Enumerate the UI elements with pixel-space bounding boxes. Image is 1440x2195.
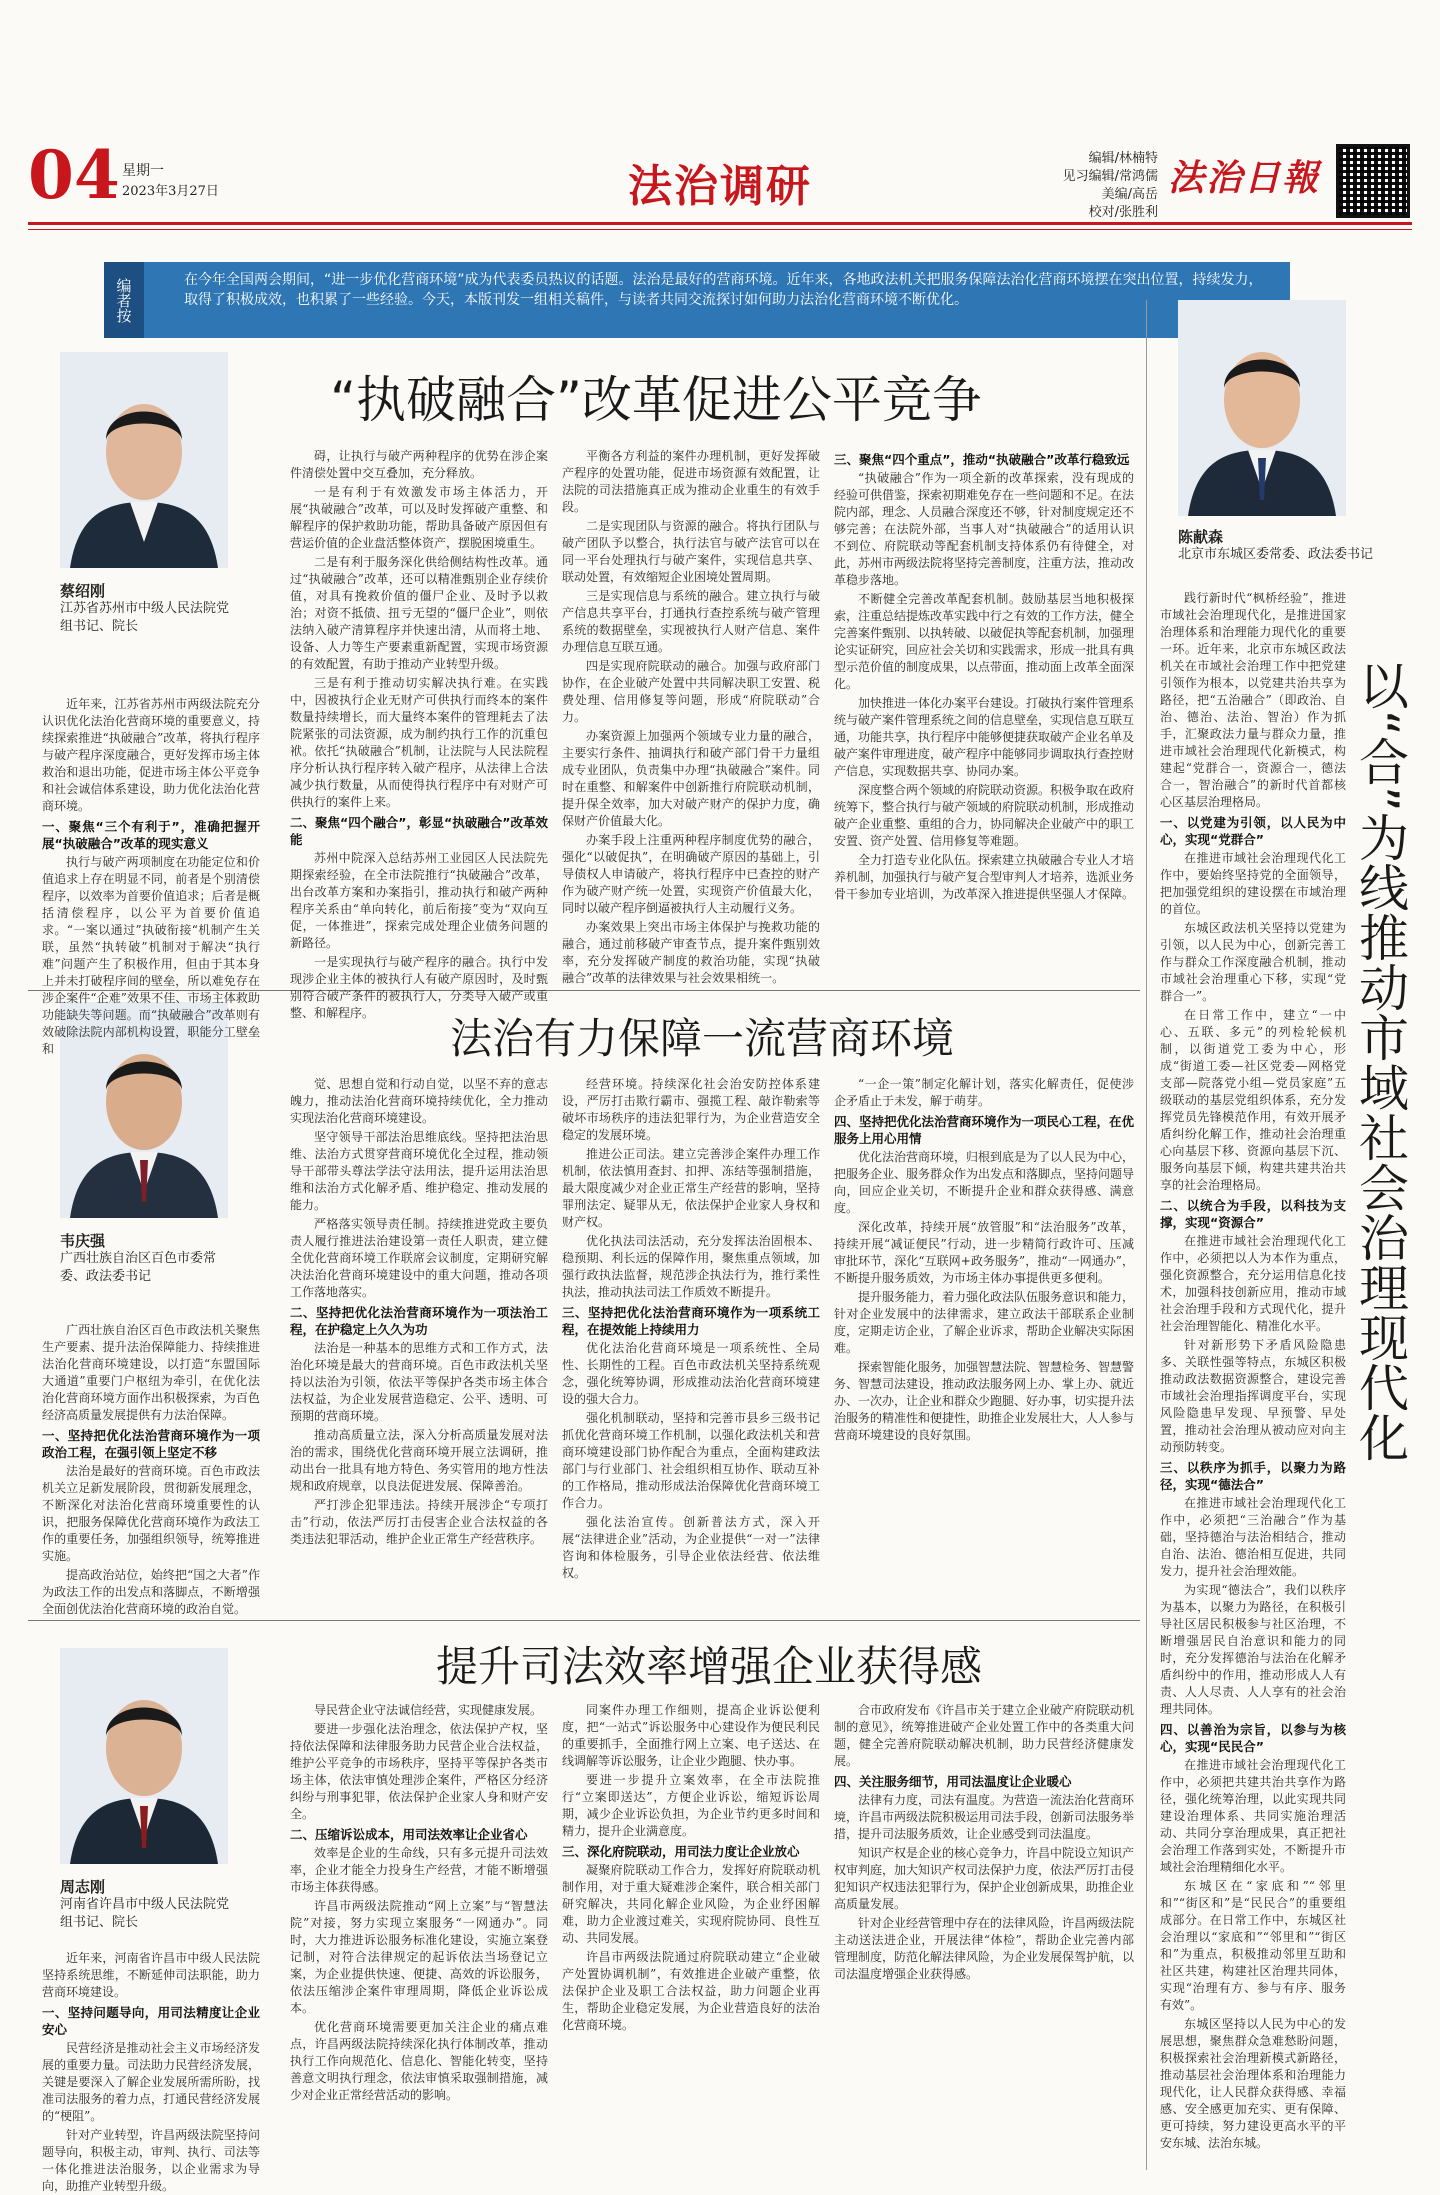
body-paragraph: 在推进市域社会治理现代化工作中，要始终坚持党的全面领导，把加强党组织的建设摆在市域治理的首位。 xyxy=(1160,851,1346,916)
author-caption-zhou xyxy=(60,1878,240,1932)
body-paragraph: 优化执法司法活动，充分发挥法治固根本、稳预期、利长远的保障作用，聚焦重点领域，加强行政执法监督，规范涉企执法行为，推行柔性执法，推动执法司法工作质效不断提升。 xyxy=(562,1234,820,1299)
section-title: 法治调研 xyxy=(628,161,812,212)
body-paragraph: 优化法治营商环境，归根到底是为了以人民为中心，把服务企业、服务群众作为出发点和落脚点，坚持问题导向，回应企业关切，不断提升企业和群众获得感、满意度。 xyxy=(834,1150,1135,1215)
body-paragraph: 近年来，江苏省苏州市两级法院充分认识优化法治化营商环境的重要意义，持续探索推进“执破融合”改革，将执行程序与破产程序深度融合，更好发挥市场主体救治和退出功能，促进市场主体公平竞争和社会诚信体系建设，助力优化法治化营商环境。 xyxy=(42,697,260,813)
body-paragraph: 法治是最好的营商环境。百色市政法机关立足新发展阶段，贯彻新发展理念，不断深化对法治化营商环境重要性的认识，把服务保障优化营商环境作为政法工作的重要任务，加强组织领导，统筹推进实施。 xyxy=(42,1464,260,1563)
article-3-column xyxy=(42,1950,260,2193)
body-paragraph: 许昌市两级法院通过府院联动建立“企业破产处置协调机制”，有效推进企业破产重整，依法保护企业及职工合法权益，助力问题企业再生，帮助企业稳定发展，为企业营造良好的法治化营商环境。 xyxy=(562,1950,820,2032)
body-paragraph: 觉、思想自觉和行动自觉，以坚不弃的意志魄力，推动法治化营商环境持续优化，全力推动实现法治化营商环境建设。 xyxy=(290,1077,548,1125)
author-title: 江苏省苏州市中级人民法院党组书记、院长 xyxy=(60,601,230,634)
section-subheading: 三、坚持把优化法治营商环境作为一项系统工程，在提效能上持续用力 xyxy=(562,1305,820,1337)
body-paragraph: 提升服务能力，着力强化政法队伍服务意识和能力，针对企业发展中的法律需求，建立政法干部联系企业制度，定期走访企业，了解企业诉求，帮助企业解决实际困难。 xyxy=(834,1290,1135,1355)
section-subheading: 四、坚持把优化法治营商环境作为一项民心工程，在优服务上用心用情 xyxy=(834,1114,1135,1146)
body-paragraph: 三是实现信息与系统的融合。建立执行与破产信息共享平台，打通执行查控系统与破产管理系统的数据壁垒，实现被执行人财产信息、案件办理信息互联互通。 xyxy=(562,589,820,654)
header-rule xyxy=(28,222,1412,225)
body-paragraph: 广西壮族自治区百色市政法机关聚焦生产要素、提升法治保障能力、持续推进法治化营商环境建设，以打造“东盟国际大通道”重要门户枢纽为牵引，在优化法治化营商环境方面作出积极探索，为百色经济高质量发展提供有力法治保障。 xyxy=(42,1323,260,1422)
body-paragraph: 针对产业转型，许昌两级法院坚持问题导向，积极主动，审判、执行、司法等一体化推进法治服务，以企业需求为导向，助推产业转型升级。 xyxy=(42,2128,260,2193)
body-paragraph: 深化改革，持续开展“放管服”和“法治服务”改革，持续开展“减证便民”行动，进一步精简行政许可、压减审批环节，深化“互联网+政务服务”，推动“一网通办”，不断提升服务质效，为市场主体办事提供更多便利。 xyxy=(834,1220,1134,1285)
article-1-headline: “执破融合”改革促进公平竞争 xyxy=(330,371,982,429)
article-4-column xyxy=(1160,590,1346,2170)
article-2-headline: 法治有力保障一流营商环境 xyxy=(449,1014,954,1063)
body-paragraph: 在推进市域社会治理现代化工作中，必须把共建共治共享作为路径，强化统筹治理，以此实现共同建设治理体系、共同实施治理活动、共同分享治理成果，真正把社会治理工作落到实处，不断提升市域社会治理精细化水平。 xyxy=(1160,1758,1346,1874)
author-name: 周志刚 xyxy=(60,1878,106,1896)
body-paragraph: 强化机制联动，坚持和完善市县乡三级书记抓优化营商环境工作机制，以强化政法机关和营商环境建设部门协作配合为重点，全面构建政法部门与行业部门、社会组织相互协作、联动互补的工作格局，推动形成法治保障优化营商环境工作合力。 xyxy=(562,1411,820,1510)
article-4-headline: 以“合”为线推动市域社会治理现代化 xyxy=(1351,660,1409,1462)
body-paragraph: 一是实现执行与破产程序的融合。执行中发现涉企业主体的被执行人有破产原因时，及时甄别符合破产条件的被执行人，分类导入破产或重整、和解程序。 xyxy=(290,955,548,1020)
section-subheading: 一、聚焦“三个有利于”，准确把握开展“执破融合”改革的现实意义 xyxy=(42,819,260,851)
body-paragraph: 在推进市域社会治理现代化工作中，必须把以人为本作为重点，强化资源整合，充分运用信息化技术，加强科技创新应用，推动市域社会治理手段和方式现代化，提升社会治理智能化、精准化水平。 xyxy=(1160,1234,1346,1333)
body-paragraph: 知识产权是企业的核心竞争力，许昌中院设立知识产权审判庭，加大知识产权司法保护力度，依法严厉打击侵犯知识产权违法犯罪行为，保护企业创新成果，助推企业高质量发展。 xyxy=(834,1846,1135,1911)
editor-line: 美编/高岳 xyxy=(1101,187,1158,202)
body-paragraph: 四是实现府院联动的融合。加强与政府部门协作，在企业破产处置中共同解决职工安置、税费处理、信用修复等问题，形成“府院联动”合力。 xyxy=(562,659,820,724)
body-paragraph: 探索智能化服务，加强智慧法院、智慧检务、智慧警务、智慧司法建设，推动政法服务网上办、掌上办、就近办、一次办，让企业和群众少跑腿、好办事，切实提升法治服务的精准性和便捷性，助推企业发展壮大，人人参与营商环境建设的良好氛围。 xyxy=(834,1360,1135,1442)
editor-line: 见习编辑/常鸿儒 xyxy=(1062,169,1158,184)
section-subheading: 三、以秩序为抓手，以聚力为路径，实现“德法合” xyxy=(1160,1460,1346,1492)
column-divider xyxy=(1146,300,1147,2170)
body-paragraph: 为实现“德法合”，我们以秩序为基本，以聚力为路径，在积极引导社区居民积极参与社区治理，不断增强居民自治意识和能力的同时，充分发挥德治与法治在化解矛盾纠纷中的作用，推动形成人人有责、人人尽责、人人享有的社会治理共同体。 xyxy=(1160,1583,1346,1716)
body-paragraph: “一企一策”制定化解计划，落实化解责任，促使涉企矛盾止于未发，解于萌芽。 xyxy=(834,1077,1134,1108)
issue-date: 2023年3月27日 xyxy=(122,184,219,199)
portrait-icon xyxy=(1178,300,1346,516)
body-paragraph: 推动高质量立法，深入分析高质量发展对法治的需求，围绕优化营商环境开展立法调研，推动出台一批具有地方特色、务实管用的地方性法规和政府规章，以良法促进发展、保障善治。 xyxy=(290,1428,548,1493)
header-rule-thin xyxy=(28,229,1412,230)
body-paragraph: 在日常工作中，建立“一中心、五联、多元”的列检轮候机制，以街道党工委为中心，形成“街道工委—社区党委—网格党支部—院落党小组—党员家庭”五级联动的基层党组织体系，充分发挥党员先锋模范作用，有效开展矛盾纠纷化解工作，推动社会治理重心向基层下移、资源向基层下沉、服务向基层下倾，构建共建共治共享的社会治理格局。 xyxy=(1160,1008,1346,1192)
author-photo-chen xyxy=(1178,300,1346,516)
editor-note-text: 在今年全国两会期间，“进一步优化营商环境”成为代表委员热议的话题。法治是最好的营商环境。近年来，各地政法机关把服务保障法治化营商环境摆在突出位置，持续发力，取得了积极成效，也积累了一些经验。今天，本版刊发一组相关稿件，与读者共同交流探讨如何助力法治化营商环境不断优化。 xyxy=(184,272,1263,308)
body-paragraph: 一是有利于有效激发市场主体活力，开展“执破融合”改革，可以及时发挥破产重整、和解程序的保护救助功能，帮助具备破产原因但有营运价值的企业盘活整体资产，摆脱困境重生。 xyxy=(290,485,548,550)
editor-line: 校对/张胜利 xyxy=(1088,205,1158,220)
body-paragraph: 民营经济是推动社会主义市场经济发展的重要力量。司法助力民营经济发展，关键是要深入了解企业发展所需所盼，找准司法服务的着力点，打通民营经济发展的“梗阻”。 xyxy=(42,2041,260,2123)
body-paragraph: 加快推进一体化办案平台建设。打破执行案件管理系统与破产案件管理系统之间的信息壁垒，实现信息互联互通，功能共享，执行程序中能够便捷获取破产企业名单及破产案件审理进度，破产程序中能够同步调取执行查控财产信息，实现数据共享、协同办案。 xyxy=(834,696,1135,778)
body-paragraph: 二是实现团队与资源的融合。将执行团队与破产团队予以整合，执行法官与破产法官可以在同一平台处理执行与破产案件，实现信息共享、联动处置，有效缩短企业困境处置周期。 xyxy=(562,519,820,584)
body-paragraph: 践行新时代“枫桥经验”，推进市域社会治理现代化，是推进国家治理体系和治理能力现代化的重要一环。近年来，北京市东城区政法机关在市域社会治理工作中把党建引领作为根本，以党建共治共享为路径，把“五治融合”（即政治、自治、德治、法治、智治）作为抓手，汇聚政法力量与群众力量，推进市域社会治理现代化新模式，构建起“党群合一，资源合一，德法合一，智治融合”的新时代首都核心区基层治理格局。 xyxy=(1160,591,1346,809)
body-paragraph: 要进一步提升立案效率，在全市法院推行“立案即送达”，方便企业诉讼，缩短诉讼周期，减少企业诉讼负担，为企业节约更多时间和精力，提升企业满意度。 xyxy=(562,1773,820,1838)
section-subheading: 二、压缩诉讼成本，用司法效率让企业省心 xyxy=(290,1827,528,1842)
body-paragraph: 执行与破产两项制度在功能定位和价值追求上存在明显不同，前者是个别清偿程序，以效率为首要价值追求；后者是概括清偿程序，以公平为首要价值追求。“一案以通过”执破衔接“机制产生关联，虽然“执转破”机制对于解决“执行难”问题产生了积极作用，但由于其本身上并未打破程序间的壁垒，所以难免存在涉企案件“企难”效果不佳、市场主体救助功能缺失等问题。而“执破融合”改革则有效破除法院内部机构设置，职能分工壁垒和 xyxy=(42,855,260,1056)
page-number: 04 xyxy=(28,136,120,214)
body-paragraph: 法律有力度，司法有温度。为营造一流法治化营商环境，许昌市两级法院积极运用司法手段，创新司法服务举措，提升司法服务质效，让企业感受到司法温度。 xyxy=(834,1793,1135,1841)
section-subheading: 四、关注服务细节，用司法温度让企业暖心 xyxy=(834,1774,1072,1789)
author-title: 北京市东城区委常委、政法委书记 xyxy=(1178,547,1374,562)
body-paragraph: 效率是企业的生命线，只有多元提升司法效率，企业才能全力投身生产经营，才能不断增强市场主体获得感。 xyxy=(290,1846,548,1894)
body-paragraph: 平衡各方利益的案件办理机制，更好发挥破产程序的处置功能，促进市场资源有效配置，让法院的司法措施真正成为推动企业重生的有效手段。 xyxy=(562,449,820,514)
article-2-column xyxy=(562,1076,820,1614)
article-3-column xyxy=(562,1702,820,2170)
section-subheading: 三、深化府院联动，用司法力度让企业放心 xyxy=(562,1844,800,1859)
body-paragraph: 三是有利于推动切实解决执行难。在实践中，因被执行企业无财产可供执行而终本的案件数量持续增长，而大量终本案件的管理耗去了法院紧张的司法资源，成为制约执行工作的沉重包袱。依托“执破融合”机制，让法院与人民法院程序分析认执行程序转入破产程序，从法律上合法减少执行数量，从而使得执行程序中有对财产可供执行的案件上来。 xyxy=(290,676,548,809)
section-subheading: 四、以善治为宗旨，以参与为核心，实现“民民合” xyxy=(1160,1722,1346,1754)
body-paragraph: 导民营企业守法诚信经营，实现健康发展。 xyxy=(314,1703,543,1717)
qr-code-icon xyxy=(1336,144,1410,218)
section-subheading: 二、以统合为手段，以科技为支撑，实现“资源合” xyxy=(1160,1198,1346,1230)
body-paragraph: 针对企业经营管理中存在的法律风险，许昌两级法院主动送法进企业，开展法律“体检”，帮助企业完善内部管理制度，防范化解法律风险，为企业发展保驾护航，以司法温度增强企业获得感。 xyxy=(834,1916,1135,1981)
body-paragraph: 全力打造专业化队伍。探索建立执破融合专业人才培养机制，加强执行与破产复合型审判人才培养，选派业务骨干参加专业培训，为改革深入推进提供坚强人才保障。 xyxy=(834,853,1135,901)
body-paragraph: 严格落实领导责任制。持续推进党政主要负责人履行推进法治建设第一责任人职责，建立健全优化营商环境工作联席会议制度，定期研究解决法治化营商环境建设中的重大问题，推动各项工作落地落实。 xyxy=(290,1217,548,1299)
body-paragraph: 提高政治站位，始终把“国之大者”作为政法工作的出发点和落脚点，不断增强全面创优法治化营商环境的政治自觉。 xyxy=(42,1568,260,1616)
body-paragraph: 坚守领导干部法治思维底线。坚持把法治思维、法治方式贯穿营商环境优化全过程，推动领导干部带头尊法学法守法用法，提升运用法治思维和法治方式化解矛盾、维护稳定、推动发展的能力。 xyxy=(290,1130,548,1212)
editor-credits xyxy=(1063,150,1158,222)
author-caption-wei xyxy=(60,1232,240,1286)
section-divider xyxy=(28,1620,1140,1621)
editor-line: 编辑/林楠特 xyxy=(1088,151,1158,166)
body-paragraph: 二是有利于服务深化供给侧结构性改革。通过“执破融合”改革，还可以精准甄别企业存续价值，对具有挽救价值的僵尸企业、及时予以救治；对资不抵债、扭亏无望的“僵尸企业”，则依法纳入破产清算程序并快速出清，从而将土地、设备、人力等生产要素重新配置，实现市场资源的有效配置，有助于推动产业转型升级。 xyxy=(290,555,548,671)
body-paragraph: 严打涉企犯罪违法。持续开展涉企“专项打击”行动，依法严厉打击侵害企业合法权益的各类违法犯罪活动，维护企业正常生产经营秩序。 xyxy=(290,1498,548,1546)
section-subheading: 一、以党建为引领，以人民为中心，实现“党群合” xyxy=(1160,815,1346,847)
portrait-icon xyxy=(60,352,228,568)
article-1-column xyxy=(290,448,548,1020)
author-title: 广西壮族自治区百色市委常委、政法委书记 xyxy=(60,1251,217,1284)
author-name: 蔡绍刚 xyxy=(60,582,106,600)
body-paragraph: 办案效果上突出市场主体保护与挽救功能的融合，通过前移破产审查节点，提升案件甄别效率，充分发挥破产制度的救治功能，实现“执破融合”改革的法律效果与社会效果相统一。 xyxy=(562,920,820,985)
section-subheading: 一、坚持把优化法治营商环境作为一项政治工程，在强引领上坚定不移 xyxy=(42,1428,260,1460)
article-1-column xyxy=(42,696,260,1056)
article-2-column xyxy=(834,1076,1134,1614)
body-paragraph: 推进公正司法。建立完善涉企案件办理工作机制，依法慎用查封、扣押、冻结等强制措施，最大限度减少对企业正常生产经营的影响，坚持罪刑法定、疑罪从无，依法保护企业家人身权和财产权。 xyxy=(562,1147,820,1229)
section-subheading: 二、坚持把优化法治营商环境作为一项法治工程，在护稳定上久久为功 xyxy=(290,1305,548,1337)
body-paragraph: 苏州中院深入总结苏州工业园区人民法院先期探索经验，在全市法院推行“执破融合”改革，出台改革方案和办案指引，推动执行和破产两种程序关系由“单向转化，前后衔接”变为“双向互促，一体推进”，探索完成处理企业债务问题的新路径。 xyxy=(290,851,548,950)
author-name: 韦庆强 xyxy=(60,1232,106,1250)
author-caption-cai xyxy=(60,582,240,636)
body-paragraph: 深度整合两个领域的府院联动资源。积极争取在政府统筹下，整合执行与破产领域的府院联动机制，形成推动破产企业重整、重组的合力，协同解决企业破产中的职工安置、资产处置、信用修复等难题。 xyxy=(834,783,1135,848)
author-photo-cai xyxy=(60,352,228,568)
article-3-column xyxy=(290,1702,548,2170)
body-paragraph: 强化法治宣传。创新普法方式，深入开展“法律进企业”活动，为企业提供“一对一”法律咨询和体检服务，引导企业依法经营、依法维权。 xyxy=(562,1515,820,1580)
author-caption-chen xyxy=(1178,528,1378,564)
body-paragraph: 东城区政法机关坚持以党建为引领，以人民为中心，创新完善工作与群众工作深度融合机制，推动市域社会治理重心下移，实现“党群合一”。 xyxy=(1160,921,1346,1003)
article-3-headline: 提升司法效率增强企业获得感 xyxy=(435,1642,982,1691)
portrait-icon xyxy=(60,1648,228,1864)
body-paragraph: 合市政府发布《许昌市关于建立企业破产府院联动机制的意见》，统筹推进破产企业处置工作中的各类重大问题，健全完善府院联动解决机制，助力民营经济健康发展。 xyxy=(834,1703,1135,1768)
body-paragraph: 不断健全完善改革配套机制。鼓励基层当地积极探索，注重总结提炼改革实践中行之有效的工作方法，健全完善案件甄别、以执转破、以破促执等配套机制，加强理论实证研究，回应社会关切和实践需求，形成一批具有典型示范价值的制度成果，以点带面，推动面上改革全面深化。 xyxy=(834,592,1135,691)
article-3-column xyxy=(834,1702,1134,2170)
body-paragraph: 东城区在“家底和”“邻里和”“街区和”是“民民合”的重要组成部分。在日常工作中，东城区社会治理以“家底和”“邻里和”“街区和”为重点，积极推动邻里互助和社区共建，构建社区治理共同体，实现“治理有方、参与有序、服务有效”。 xyxy=(1160,1879,1346,2012)
body-paragraph: 法治是一种基本的思维方式和工作方式，法治化环境是最大的营商环境。百色市政法机关坚持以法治为引领，依法平等保护各类市场主体合法权益，为企业发展营造稳定、公平、透明、可预期的营商环境。 xyxy=(290,1341,548,1423)
body-paragraph: 许昌市两级法院推动“网上立案”与“智慧法院”对接，努力实现立案服务“一网通办”。同时，大力推进诉讼服务标准化建设，实施立案登记制，对符合法律规定的起诉依法当场登记立案，为企业提供快速、便捷、高效的诉讼服务，依法压缩涉企案件审理周期，降低企业诉讼成本。 xyxy=(290,1899,548,2015)
editor-note-tag: 编者按 xyxy=(104,262,144,338)
body-paragraph: 针对新形势下矛盾风险隐患多、关联性强等特点，东城区积极推动政法数据资源整合，建设完善市域社会治理指挥调度平台，实现风险隐患早发现、早预警、早处置，推动社会治理从被动应对向主动预防转变。 xyxy=(1160,1338,1346,1454)
article-2-column xyxy=(290,1076,548,1614)
article-2-column xyxy=(42,1322,260,1614)
body-paragraph: 同案件办理工作细则，提高企业诉讼便利度，把“一站式”诉讼服务中心建设作为便民利民的重要抓手，全面推行网上立案、电子送达、在线调解等诉讼服务，让企业少跑腿、快办事。 xyxy=(562,1703,820,1768)
section-subheading: 一、坚持问题导向，用司法精度让企业安心 xyxy=(42,2005,260,2037)
section-subheading: 二、聚焦“四个融合”，彰显“执破融合”改革效能 xyxy=(290,815,548,847)
body-paragraph: 优化营商环境需要更加关注企业的痛点难点，许昌两级法院持续深化执行体制改革，推动执行工作向规范化、信息化、智能化转变，坚持善意文明执行理念，依法审慎采取强制措施，减少对企业正常经营活动的影响。 xyxy=(290,2020,548,2102)
body-paragraph: “执破融合”作为一项全新的改革探索，没有现成的经验可供借鉴，探索初期难免存在一些问题和不足。在法院内部，理念、人员融合深度还不够，针对制度规定还不够完善；在法院外部，当事人对“执破融合”的适用认识不到位、府院联动等配套机制支持体系仍有待健全，对此，苏州市两级法院将坚持完善制度，注重方法，推动改革稳步落地。 xyxy=(834,471,1135,587)
body-paragraph: 要进一步强化法治理念，依法保护产权，坚持依法保障和法律服务助力民营企业合法权益，维护公平竞争的市场秩序，坚持平等保护各类市场主体，依法审慎处理涉企案件，严格区分经济纠纷与刑事犯罪，依法保护企业家人身和财产安全。 xyxy=(290,1722,548,1821)
body-paragraph: 碍，让执行与破产两种程序的优势在涉企案件清偿处置中交互叠加，充分释放。 xyxy=(290,449,548,480)
body-paragraph: 优化法治化营商环境是一项系统性、全局性、长期性的工程。百色市政法机关坚持系统观念，强化统筹协调，形成推动法治化营商环境建设的强大合力。 xyxy=(562,1341,820,1406)
body-paragraph: 办案资源上加强两个领域专业力量的融合，主要实行条件、抽调执行和破产部门骨干力量组成专业团队，负责集中办理“执破融合”案件。同时在重整、和解案件中创新推行府院联动机制，提升保全效率，加大对破产财产的保护力度，确保财产价值最大化。 xyxy=(562,729,820,828)
body-paragraph: 东城区坚持以人民为中心的发展思想，聚焦群众急难愁盼问题，积极探索社会治理新模式新路径，推动基层社会治理体系和治理能力现代化，让人民群众获得感、幸福感、安全感更加充实、更有保障、更可持续，努力建设更高水平的平安东城、法治东城。 xyxy=(1160,2017,1346,2150)
body-paragraph: 办案手段上注重两种程序制度优势的融合，强化“以破促执”，在明确破产原因的基础上，引导债权人申请破产，将执行程序中已查控的财产作为破产财产统一处置，实现资产价值最大化，同时以破产程序倒逼被执行人主动履行义务。 xyxy=(562,833,820,915)
author-title: 河南省许昌市中级人民法院党组书记、院长 xyxy=(60,1897,230,1930)
body-paragraph: 近年来，河南省许昌市中级人民法院坚持系统思维，不断延伸司法职能，助力营商环境建设。 xyxy=(42,1951,260,1999)
article-1-column xyxy=(834,448,1134,984)
weekday: 星期一 xyxy=(122,163,164,179)
body-paragraph: 凝聚府院联动工作合力，发挥好府院联动机制作用，对于重大疑难涉企案件，联合相关部门研究解决，共同化解企业风险，为企业纾困解难，助力企业渡过难关，实现府院协同、良性互动、共同发展。 xyxy=(562,1863,820,1945)
newspaper-logo: 法治日報 xyxy=(1168,157,1321,199)
author-photo-zhou xyxy=(60,1648,228,1864)
author-name: 陈献森 xyxy=(1178,528,1224,546)
body-paragraph: 在推进市域社会治理现代化工作中，必须把“三治融合”作为基础，坚持德治与法治相结合，推动自治、法治、德治相互促进，共同发力，提升社会治理效能。 xyxy=(1160,1496,1346,1578)
section-subheading: 三、聚焦“四个重点”，推动“执破融合”改革行稳致远 xyxy=(834,452,1130,467)
article-1-column xyxy=(562,448,820,984)
body-paragraph: 经营环境。持续深化社会治安防控体系建设，严厉打击欺行霸市、强揽工程、敲诈勒索等破坏市场秩序的违法犯罪行为，为企业营造安全稳定的发展环境。 xyxy=(562,1077,820,1142)
